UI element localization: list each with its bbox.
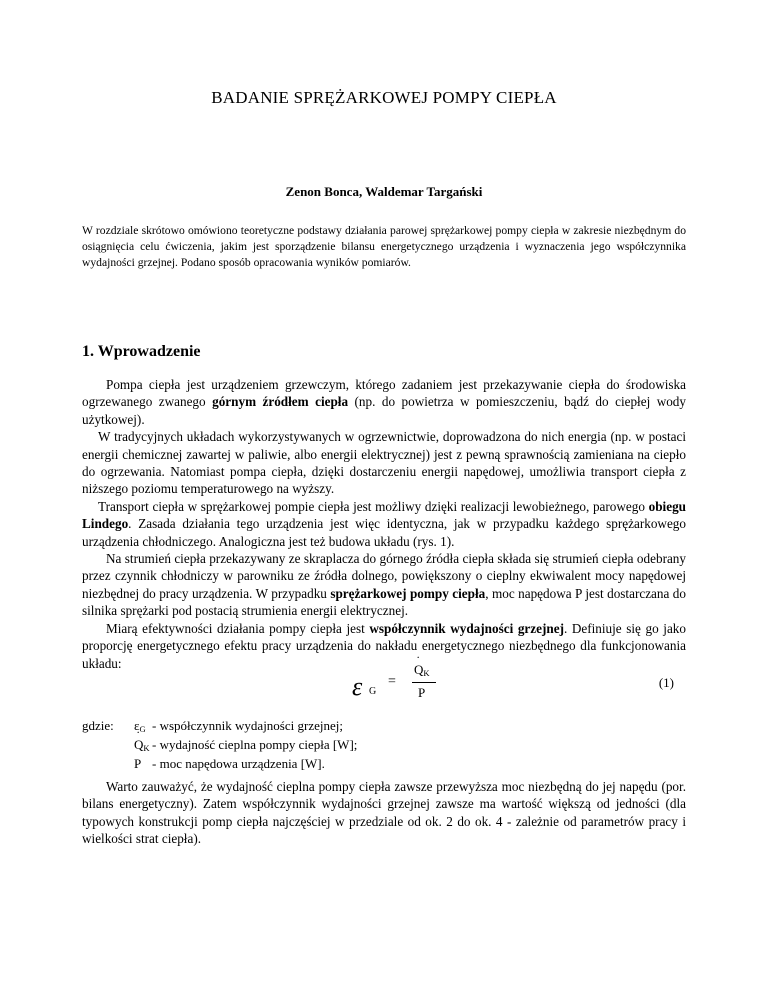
closing-section (82, 778, 686, 848)
document-page: BADANIE SPRĘŻARKOWEJ POMPY CIEPŁA Zenon Bonca, Waldemar Targański W rozdziale skrótowo omówiono teoretyczne podstawy działania parowej sprężarkowej pompy ciepła w zakresie niezbędnym do osiągnięcia celu ćwiczenia, jakim jest sporządzenie bilansu energetycznego urządzenia i wyznaczenia jego współczynnika wydajności grzejnej. Podano sposób opracowania wyników pomiarów. 1. Wprowadzenie Pompa ciepła jest urządzeniem grzewczym, którego zadaniem jest przekazywanie ciepła do środowiska ogrzewanego zwanego górnym źródłem ciepła (np. do powietrza w pomieszczeniu, bądź do ciepłej wody użytkowej). W tradycyjnych układach wykorzystywanych w ogrzewnictwie, doprowadzona do nich energia (np. w postaci energii chemicznej zawartej w paliwie, albo energii elektrycznej) jest z pewną sprawnością zamieniana na ciepło do ogrzewania. Natomiast pompa ciepła, dzięki dostarczeniu energii napędowej, umożliwia transport ciepła z niższego poziomu temperaturowego na wyższy. Transport ciepła w sprężarkowej pompie ciepła jest możliwy dzięki realizacji lewobieżnego, parowego obiegu Lindego. Zasada działania tego urządzenia jest więc identyczna, jak w przypadku każdego sprężarkowego urządzenia chłodniczego. Analogiczna jest też budowa układu (rys. 1). Na strumień ciepła przekazywany ze skraplacza do górnego źródła ciepła składa się strumień ciepła odebrany przez czynnik chłodniczy w parowniku ze źródła dolnego, powiększony o cieplny ekwiwalent mocy napędowej niezbędnej do pracy urządzenia. W przypadku sprężarkowej pompy ciepła, moc napędowa P jest dostarczana do silnika sprężarki pod postacią strumienia energii elektrycznej. Miarą efektywności działania pompy ciepła jest współczynnik wydajności grzejnej. Definiuje się go jako proporcję energetycznego efektu pracy urządzenia do nakładu energetycznego niezbędnego dla funkcjonowania układu: ε G = ˙ $Q_K$ P (1) gdzie: $\varepsilon_G$ - współczynnik wydajności grzejnej; ˙ $Q_K$ - wydajność cieplna pompy ciepła [W]; P - moc napędowa urządzenia [W]. Warto zauważyć, że wydajność cieplna pompy ciepła zawsze przewyższa moc niezbędną do jej napędu (por. bilans energetyczny). Zatem współczynnik wydajności grzejnej zawsze ma wartość większą od jedności (dla typowych konstrukcji pomp ciepła najczęściej w przedziale od ok. 2 do ok. 4 - zależnie od parametrów pracy i wielkości strat ciepła). (0, 0, 768, 994)
section-heading: 1. Wprowadzenie (82, 343, 201, 360)
section-body (82, 376, 686, 672)
paragraph-5: Miarą efektywności działania pompy ciepła jest współczynnik wydajności grzejnej. Definiuje się go jako proporcję energetycznego efektu pracy urządzenia do nakładu energetycznego niezbędnego dla funkcjonowania układu: (82, 620, 686, 671)
equation-number: (1) (658, 675, 674, 690)
abstract: W rozdziale skrótowo omówiono teoretyczne podstawy działania parowej sprężarkowej pompy ciepła w zakresie niezbędnym do osiągnięcia celu ćwiczenia, jakim jest sporządzenie bilansu energetycznego urządzenia i wyznaczenia jego współczynnika wydajności grzejnej. Podano sposób opracowania wyników pomiarów. (82, 224, 686, 269)
equation-equals: = (388, 674, 396, 689)
paragraph-2: W tradycyjnych układach wykorzystywanych w ogrzewnictwie, doprowadzona do nich energia (np. w postaci energii chemicznej zawartej w paliwie, albo energii elektrycznej) jest z pewną sprawnością zamieniana na ciepło do ogrzewania. Natomiast pompa ciepła, dzięki dostarczeniu energii napędowej, umożliwia transport ciepła z niższego poziomu temperaturowego na wyższy. (82, 429, 686, 497)
authors: Zenon Bonca, Waldemar Targański (285, 184, 483, 199)
fraction-bar (412, 682, 436, 683)
paragraph-1: Pompa ciepła jest urządzeniem grzewczym, którego zadaniem jest przekazywanie ciepła do środowiska ogrzewanego zwanego górnym źródłem ciepła (np. do powietrza w pomieszczeniu, bądź do ciepłej wody użytkowej). (82, 377, 686, 427)
paragraph-6: Warto zauważyć, że wydajność cieplna pompy ciepła zawsze przewyższa moc niezbędną do jej napędu (por. bilans energetyczny). Zatem współczynnik wydajności grzejnej zawsze ma wartość większą od jedności (dla typowych konstrukcji pomp ciepła najczęściej w przedziale od ok. 2 do ok. 4 - zależnie od parametrów pracy i wielkości strat ciepła). (82, 779, 686, 847)
term-sprezarkowa-pompa: sprężarkowej pompy ciepła (330, 585, 486, 601)
equation-lhs-epsilon: ε (352, 672, 363, 701)
document-title: BADANIE SPRĘŻARKOWEJ POMPY CIEPŁA (211, 88, 557, 107)
equation-denominator: P (418, 685, 426, 700)
equation-numerator: ˙ $Q_K$ (414, 662, 430, 678)
paragraph-4: Na strumień ciepła przekazywany ze skraplacza do górnego źródła ciepła składa się strumień ciepła odebrany przez czynnik chłodniczy w parowniku ze źródła dolnego, powiększony o cieplny ekwiwalent mocy napędowej niezbędnej do pracy urządzenia. W przypadku sprężarkowej pompy ciepła, moc napędowa P jest dostarczana do silnika sprężarki pod postacią strumienia energii elektrycznej. (82, 551, 686, 619)
term-gorne-zrodlo: górnym źródłem ciepła (212, 394, 349, 410)
equation-lhs-subscript: G (369, 686, 377, 697)
term-wspolczynnik: współczynnik wydajności grzejnej (369, 620, 564, 636)
equation-1 (82, 662, 686, 710)
term-obieg-lindego: obiegu Lindego (82, 498, 686, 532)
paragraph-3: Transport ciepła w sprężarkowej pompie ciepła jest możliwy dzięki realizacji lewobieżnego, parowego obiegu Lindego. Zasada działania tego urządzenia jest więc identyczna, jak w przypadku każdego sprężarkowego urządzenia chłodniczego. Analogiczna jest też budowa układu (rys. 1). (82, 498, 686, 549)
